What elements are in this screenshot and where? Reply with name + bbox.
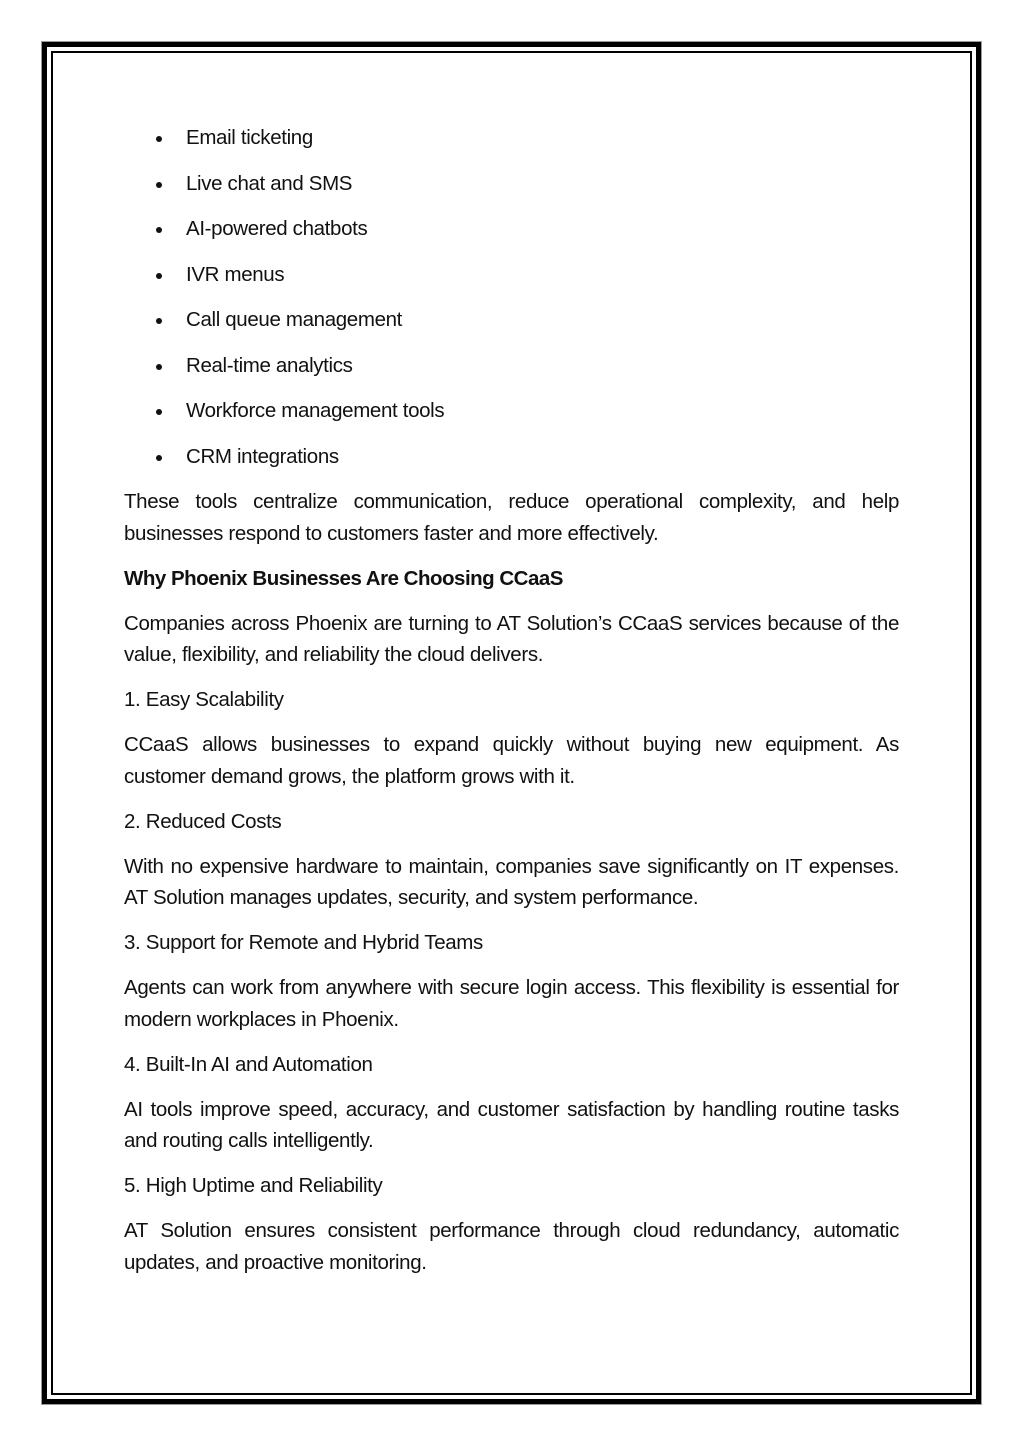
- list-item-text: Live chat and SMS: [186, 171, 353, 195]
- list-item-text: Email ticketing: [186, 126, 313, 149]
- list-item-text: Call queue management: [186, 308, 403, 331]
- list-item: [124, 395, 899, 441]
- reason-body: CCaaS allows businesses to expand quickly without buying new equipment. As customer demand grows, the platform grows with it.: [124, 733, 899, 788]
- list-item: [124, 350, 899, 396]
- list-item-text: IVR menus: [186, 262, 285, 286]
- list-item-text: CRM integrations: [186, 444, 339, 468]
- list-item: [124, 304, 899, 350]
- list-item: [124, 168, 899, 214]
- list-item: [124, 122, 899, 168]
- list-item: [124, 441, 899, 487]
- bullet-icon: [156, 455, 162, 461]
- list-item-text: AI-powered chatbots: [186, 217, 368, 240]
- bullet-icon: [156, 136, 162, 142]
- document-body: [124, 122, 899, 1292]
- bullet-icon: [156, 364, 162, 370]
- list-item: [124, 213, 899, 259]
- reason-body: With no expensive hardware to maintain, companies save significantly on IT expenses. AT Solution manages updates, security, and system performance.: [124, 854, 899, 909]
- bullet-icon: [156, 318, 162, 324]
- reason-title: 4. Built-In AI and Automation: [124, 1052, 373, 1076]
- feature-list: [124, 122, 899, 486]
- section-intro-paragraph: Companies across Phoenix are turning to AT Solution’s CCaaS services because of the value, flexibility, and reliability the cloud delivers.: [124, 611, 899, 666]
- reason-body: AI tools improve speed, accuracy, and customer satisfaction by handling routine tasks and routing calls intelligently.: [124, 1097, 899, 1152]
- list-item: [124, 259, 899, 305]
- section-heading: Why Phoenix Businesses Are Choosing CCaaS: [124, 566, 563, 590]
- reason-title: 1. Easy Scalability: [124, 688, 284, 711]
- bullet-icon: [156, 182, 162, 188]
- bullet-icon: [156, 227, 162, 233]
- reason-body: Agents can work from anywhere with secure login access. This flexibility is essential for modern workplaces in Phoenix.: [124, 976, 899, 1031]
- bullet-icon: [156, 409, 162, 415]
- intro-paragraph: These tools centralize communication, reduce operational complexity, and help businesses respond to customers faster and more effectively.: [124, 490, 899, 545]
- list-item-text: Real-time analytics: [186, 353, 353, 377]
- reason-title: 2. Reduced Costs: [124, 809, 282, 833]
- list-item-text: Workforce management tools: [186, 399, 445, 422]
- reason-body: AT Solution ensures consistent performance through cloud redundancy, automatic updates, and proactive monitoring.: [124, 1219, 899, 1274]
- bullet-icon: [156, 273, 162, 279]
- reason-title: 3. Support for Remote and Hybrid Teams: [124, 931, 483, 954]
- reason-title: 5. High Uptime and Reliability: [124, 1174, 383, 1197]
